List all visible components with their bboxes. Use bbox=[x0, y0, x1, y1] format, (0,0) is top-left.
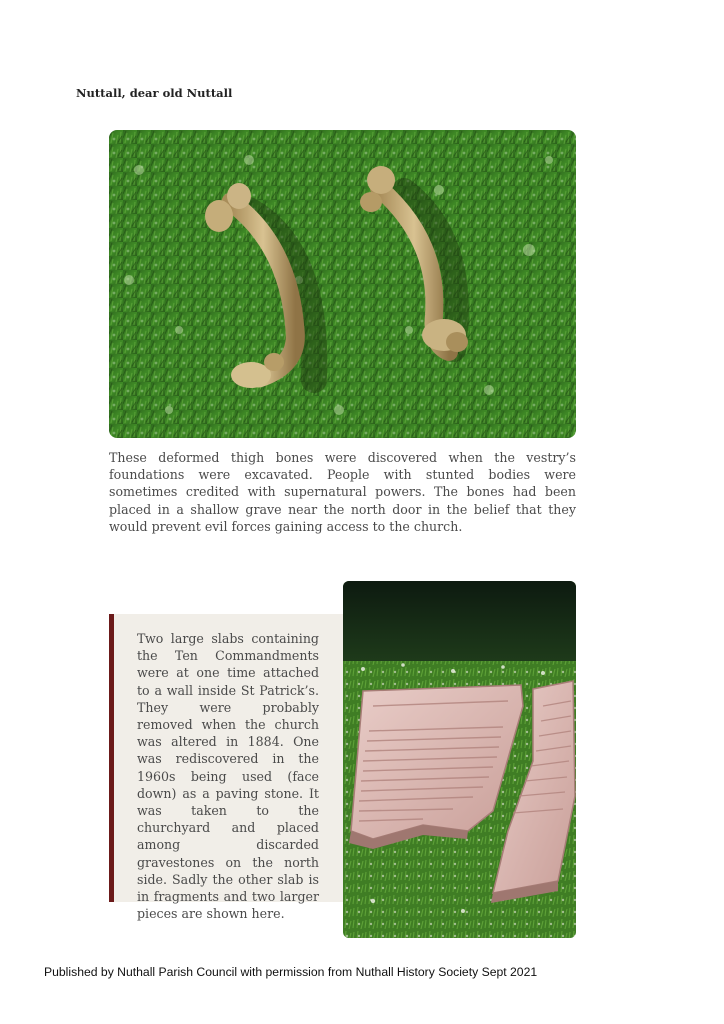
publisher-footer: Published by Nuthall Parish Council with permission from Nuthall History Society Sept 2021 bbox=[44, 965, 538, 979]
ten-commandments-sidebar bbox=[109, 614, 345, 922]
commandment-slabs-photo bbox=[343, 581, 576, 938]
thigh-bones-photo bbox=[109, 130, 576, 438]
sidebar-text: Two large slabs containing the Ten Commandments were at one time attached to a wall inside St Patrick’s. They were probably removed when the church was altered in 1884. One was rediscovered in the 1960s being used (face down) as a paving stone. It was taken to the churchyard and placed among discarded gravestones on the north side. Sadly the other slab is in fragments and two larger pieces are shown here. bbox=[137, 631, 319, 922]
sidebar-accent-bar bbox=[109, 614, 114, 902]
running-title: Nuttall, dear old Nuttall bbox=[76, 86, 233, 100]
thigh-bones-caption: These deformed thigh bones were discovered when the vestry’s foundations were excavated. People with stunted bodies were sometimes credited with supernatural powers. The bones had been placed in a shallow grave near the north door in the belief that they would prevent evil forces gaining access to the church. bbox=[109, 450, 576, 534]
